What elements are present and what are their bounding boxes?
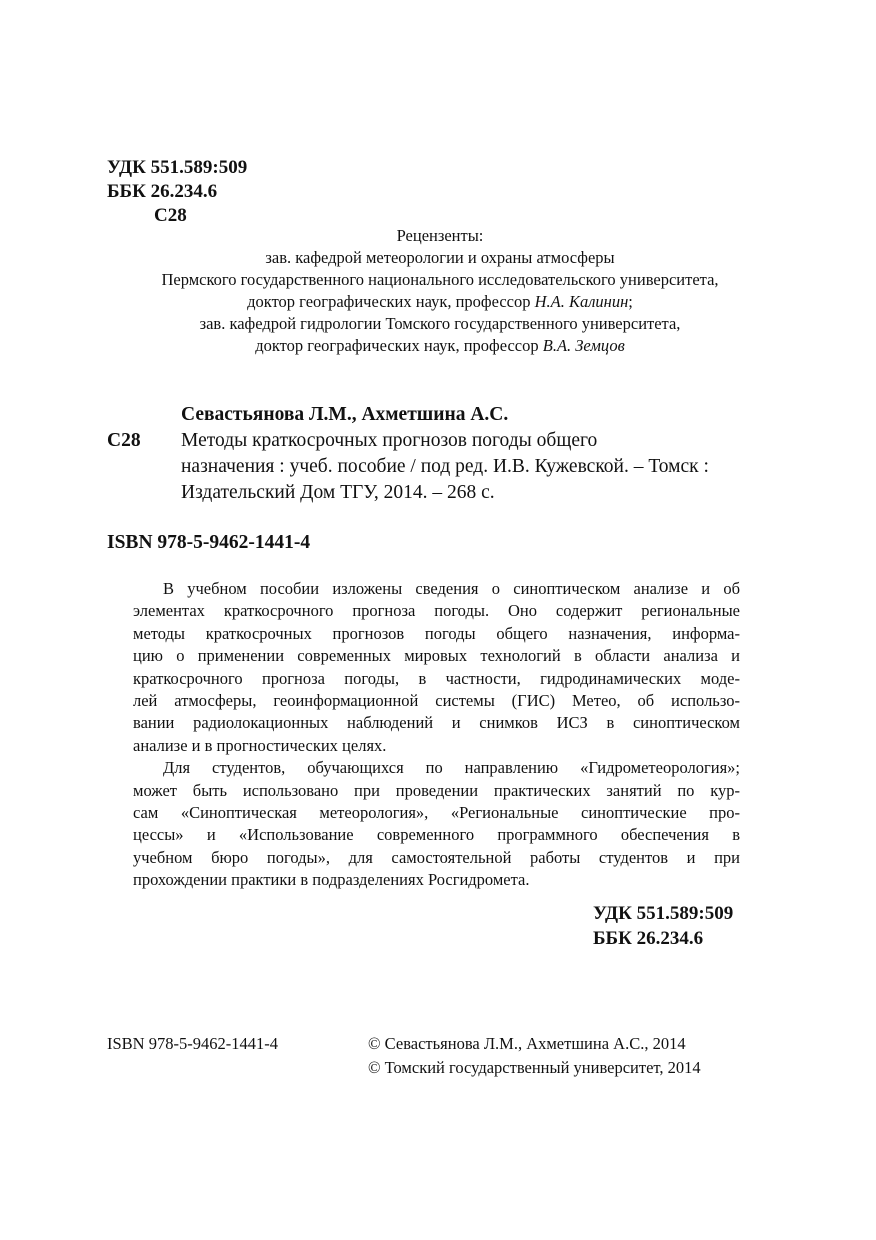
annotation-line: может быть использовано при проведении практических занятий по кур- xyxy=(133,780,740,800)
annotation-line: анализе и в прогностических целях. xyxy=(133,735,387,755)
annotation-line: Для студентов, обучающихся по направлению «Гидрометеорология»; xyxy=(163,758,740,778)
reviewer-1-suffix: ; xyxy=(628,292,633,311)
bib-author-mark: С28 xyxy=(107,430,141,451)
udk-code: УДК 551.589:509 xyxy=(107,157,248,178)
bib-title-line: назначения : учеб. пособие / под ред. И.В. Кужевской. – Томск : xyxy=(181,456,709,477)
annotation xyxy=(133,578,740,891)
annotation-line: цессы» и «Использование современного программного обеспечения в xyxy=(133,825,740,845)
bbk-code: ББК 26.234.6 xyxy=(107,181,218,202)
reviewer-2-name: В.А. Земцов xyxy=(542,336,625,355)
udk-code-repeat: УДК 551.589:509 xyxy=(593,903,734,924)
footer-isbn: ISBN 978-5-9462-1441-4 xyxy=(107,1034,278,1053)
reviewer-1-prefix: доктор географических наук, профессор xyxy=(247,292,535,311)
annotation-line: элементах краткосрочного прогноза погоды. Оно содержит региональные xyxy=(133,601,740,621)
reviewer-2 xyxy=(80,335,800,357)
author-mark: С28 xyxy=(154,205,187,226)
copyright-university: © Томский государственный университет, 2014 xyxy=(368,1058,701,1077)
reviewer-2-prefix: доктор географических наук, профессор xyxy=(255,336,543,355)
reviewers-heading: Рецензенты: xyxy=(396,226,484,245)
annotation-line: краткосрочного прогноза погоды, в частности, гидродинамических моде- xyxy=(133,668,740,688)
bib-title-line: Издательский Дом ТГУ, 2014. – 268 с. xyxy=(181,482,495,503)
reviewers-line: зав. кафедрой метеорологии и охраны атмосферы xyxy=(265,248,615,267)
reviewer-1-name: Н.А. Калинин xyxy=(534,292,629,311)
reviewers-line: Пермского государственного национального исследовательского университета, xyxy=(161,270,719,289)
reviewers-line: зав. кафедрой гидрологии Томского государственного университета, xyxy=(199,314,681,333)
reviewer-1 xyxy=(80,291,800,313)
annotation-line: В учебном пособии изложены сведения о синоптическом анализе и об xyxy=(163,579,740,598)
bib-authors: Севастьянова Л.М., Ахметшина А.С. xyxy=(181,404,509,425)
annotation-line: прохождении практики в подразделениях Росгидромета. xyxy=(133,870,530,890)
reviewers-block xyxy=(80,225,800,357)
annotation-line: цию о применении современных мировых технологий в области анализа и xyxy=(133,646,740,666)
annotation-line: вании радиолокационных наблюдений и снимков ИСЗ в синоптическом xyxy=(133,713,740,733)
isbn-main: ISBN 978-5-9462-1441-4 xyxy=(107,532,311,553)
bbk-code-repeat: ББК 26.234.6 xyxy=(593,928,704,949)
annotation-line: лей атмосферы, геоинформационной системы (ГИС) Метео, об использо- xyxy=(133,690,740,710)
annotation-line: сам «Синоптическая метеорология», «Региональные синоптические про- xyxy=(133,802,740,822)
annotation-line: учебном бюро погоды», для самостоятельной работы студентов и при xyxy=(133,847,740,867)
copyright-authors: © Севастьянова Л.М., Ахметшина А.С., 2014 xyxy=(368,1034,686,1053)
annotation-line: методы краткосрочных прогнозов погоды общего назначения, информа- xyxy=(133,623,740,643)
bib-title-line: Методы краткосрочных прогнозов погоды общего xyxy=(181,430,598,451)
